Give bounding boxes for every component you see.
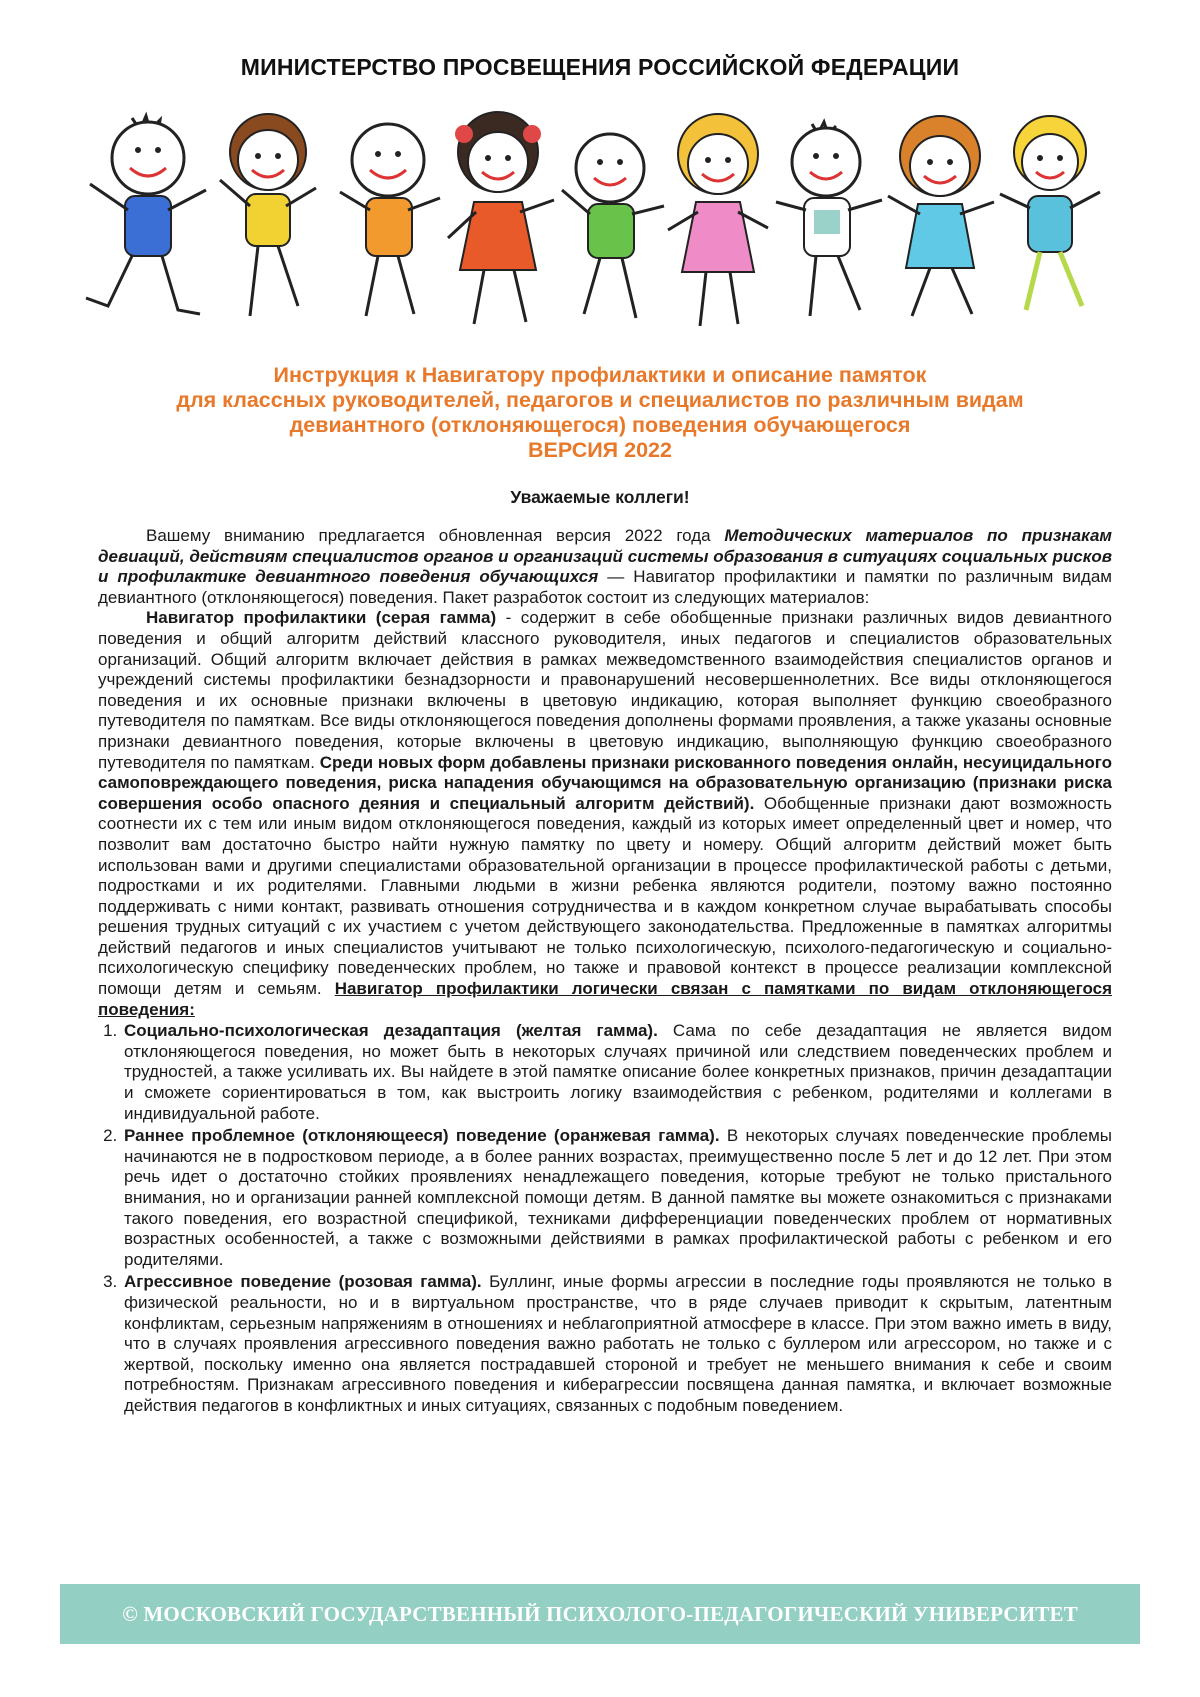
navigator-text: Обобщенные признаки дают возможность соотнести их с тем или иным видом отклоняющегося поведения, каждый из которых имеет определенный цвет и номер, что позволит вам достаточно быстро найти нужную памятку по цвету и номеру. Общий алгоритм действий может быть использован вами и другими специалистами образовательной организации в процессе профилактической работы с детьми, подростками и их родителями. Главными людьми в жизни ребенка являются родители, поэтому важно постоянно поддерживать с ними контакт, развивать отношения сотрудничества и в каждом конкретном случае вырабатывать способы решения трудных ситуаций с их участием с учетом действующего законодательства. Предложенные в памятках алгоритмы действий педагогов и иных специалистов учитывают не только психологическую, психолого-педагогическую и социально-психологическую специфику поведенческих проблем, но также и правовой контекст в процессе реализации комплексной помощи детям и семьям.	[98, 793, 1112, 999]
child-figure	[668, 114, 768, 326]
list-item	[122, 1272, 1112, 1416]
document-body	[98, 526, 1112, 1419]
copyright-text: © МОСКОВСКИЙ ГОСУДАРСТВЕННЫЙ ПСИХОЛОГО-ПЕДАГОГИЧЕСКИЙ УНИВЕРСИТЕТ	[122, 1601, 1078, 1626]
child-figure	[562, 134, 664, 318]
title-version: ВЕРСИЯ 2022	[528, 438, 672, 462]
child-figure	[340, 124, 440, 316]
greeting: Уважаемые коллеги!	[510, 487, 690, 507]
child-figure	[220, 114, 316, 316]
list-item	[122, 1021, 1112, 1124]
child-figure	[448, 112, 554, 324]
intro-paragraph	[98, 526, 1112, 608]
child-figure	[86, 116, 206, 314]
memo-list	[98, 1021, 1112, 1416]
list-item-title: Раннее проблемное (отклоняющееся) поведение (оранжевая гамма).	[124, 1126, 720, 1146]
intro-text: Вашему вниманию предлагается обновленная версия 2022 года	[146, 526, 725, 545]
copyright-footer	[60, 1584, 1140, 1644]
intro-emphasis: Методических материалов по признакам девиаций, действиям специалистов органов и организаций системы образования в ситуациях социальных рисков и профилактике девиантного поведения обучающихся	[98, 526, 1112, 587]
navigator-paragraph	[98, 608, 1112, 1020]
list-item-title: Агрессивное поведение (розовая гамма).	[124, 1272, 482, 1292]
navigator-text: - содержит в себе обобщенные признаки различных видов девиантного поведения и общий алгоритм действий классного руководителя, иных педагогов и специалистов образовательных организаций. Общий алгоритм включает действия в рамках межведомственного взаимодействия специалистов органов и учреждений системы профилактики безнадзорности и правонарушений несовершеннолетних. Все виды отклоняющегося поведения и их основные признаки включены в цветовую индикацию, которая выполняет функцию своеобразного путеводителя по памяткам. Все виды отклоняющегося поведения дополнены формами проявления, а также указаны основные признаки девиантного поведения, которые включены в цветовую индикацию, выполняющую функцию своеобразного путеводителя по памяткам.	[98, 608, 1112, 772]
child-figure	[1000, 116, 1100, 310]
list-item-text: Буллинг, иные формы агрессии в последние годы проявляются не только в физической реальности, но и в виртуальном пространстве, что в ряде случаев приводит к скрытым, латентным конфликтам, серьезным напряжениям в отношениях и неблагоприятной атмосфере в классе. При этом важно иметь в виду, что в случаях проявления агрессивного поведения важно работать не только с буллером или агрессором, но также и с жертвой, поскольку именно она является пострадавшей стороной и требует не меньшего внимания к себе и своим потребностям. Признакам агрессивного поведения и киберагрессии посвящена данная памятка, и включает возможные действия педагогов в конфликтных и иных ситуациях, связанных с подобным поведением.	[124, 1272, 1112, 1415]
title-line-2: для классных руководителей, педагогов и специалистов по различным видам	[176, 388, 1024, 412]
list-item-text: В некоторых случаях поведенческие проблемы начинаются не в подростковом периоде, а в более ранних возрастах, преимущественно после 5 лет и до 12 лет. При этом речь идет о достаточно стойких проявлениях ненадлежащего поведения, которые требуют не только пристального внимания, но и организации ранней комплексной помощи детям. В данной памятке вы можете ознакомиться с признаками такого поведения, его возрастной спецификой, техниками дифференциации поведенческих проблем от нормативных возрастных особенностей, а также с возможными действиями в рамках профилактической работы с ребенком и его родителями.	[124, 1126, 1113, 1269]
navigator-link-note: Навигатор профилактики логически связан с памятками по видам отклоняющегося поведения:	[98, 979, 1112, 1019]
list-item-text: Сама по себе дезадаптация не является видом отклоняющегося поведения, но может быть в некоторых случаях причиной или следствием поведенческих проблем и трудностей, а также усиливать их. Вы найдете в этой памятке описание более конкретных признаков, причин дезадаптации и сможете сориентироваться в том, как выстроить логику взаимодействия с ребенком, родителями и коллегами в индивидуальной работе.	[124, 1021, 1112, 1123]
intro-text: — Навигатор профилактики и памятки по различным видам девиантного (отклоняющегося) поведения. Пакет разработок состоит из следующих материалов:	[98, 567, 1112, 607]
ministry-header: МИНИСТЕРСТВО ПРОСВЕЩЕНИЯ РОССИЙСКОЙ ФЕДЕРАЦИИ	[240, 54, 960, 80]
list-item	[122, 1126, 1112, 1270]
title-line-1: Инструкция к Навигатору профилактики и описание памяток	[273, 363, 927, 387]
child-figure	[888, 116, 994, 316]
navigator-heading: Навигатор профилактики (серая гамма)	[146, 608, 497, 628]
document-title	[60, 363, 1140, 463]
title-line-3: девиантного (отклоняющегося) поведения обучающегося	[289, 413, 911, 437]
new-forms-emphasis: Среди новых форм добавлены признаки рискованного поведения онлайн, несуицидального самоповреждающего поведения, риска нападения обучающимся на образовательную организацию (признаки риска совершения особо опасного деяния и специальный алгоритм действий).	[98, 752, 1112, 813]
child-figure	[776, 122, 882, 316]
list-item-title: Социально-психологическая дезадаптация (желтая гамма).	[124, 1021, 658, 1041]
jumping-children-illustration	[70, 110, 1130, 360]
